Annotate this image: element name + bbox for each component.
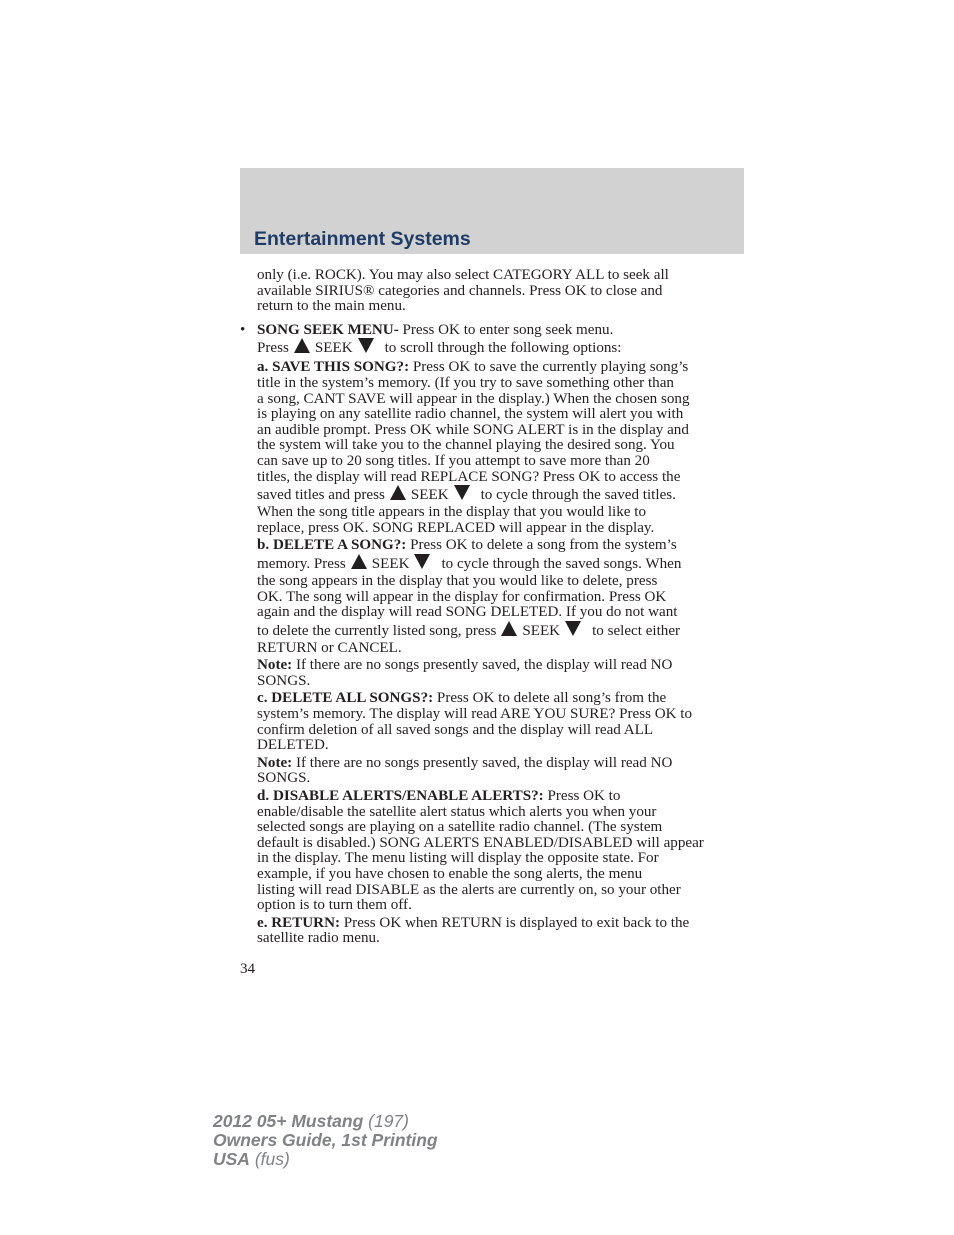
alerts-heading: d. DISABLE ALERTS/ENABLE ALERTS?: — [257, 788, 544, 805]
alerts-line: in the display. The menu listing will display the opposite state. For — [257, 850, 659, 867]
note-line: SONGS. — [257, 672, 311, 689]
down-triangle-icon — [454, 485, 470, 500]
alerts-text: Press OK to — [543, 788, 621, 805]
return-heading-line — [257, 916, 745, 932]
scroll-text: to scroll through the following options: — [384, 340, 622, 357]
note-text: If there are no songs presently saved, the display will read NO — [292, 657, 673, 674]
down-triangle-icon — [414, 554, 430, 569]
delete-all-text: Press OK to delete all song’s from the — [433, 690, 667, 707]
delete-seek-line-2 — [257, 621, 745, 641]
note-line — [257, 658, 745, 674]
section-header-band — [240, 168, 744, 254]
alerts-line: selected songs are playing on a satellite radio channel. (The system — [257, 819, 663, 836]
save-song-line: titles, the display will read REPLACE SONG? Press OK to access the — [257, 468, 681, 485]
seek-label: SEEK — [314, 340, 353, 357]
page-number: 34 — [240, 961, 256, 977]
press-text: Press — [257, 340, 289, 357]
save-song-text: Press OK to save the currently playing song’s — [409, 359, 689, 376]
save-song-line: a song, CANT SAVE will appear in the display.) When the chosen song — [257, 390, 690, 407]
footer-line-3 — [213, 1150, 438, 1169]
save-song-line: When the song title appears in the display that you would like to — [257, 504, 647, 521]
up-triangle-icon — [390, 485, 406, 500]
footer-model-code: (197) — [363, 1111, 409, 1131]
delete-song-line: again and the display will read SONG DELETED. If you do not want — [257, 604, 678, 621]
delete-song-line: the song appears in the display that you would like to delete, press — [257, 572, 658, 589]
bullet-title: SONG SEEK MENU- — [257, 321, 399, 338]
footer-line-1 — [213, 1112, 438, 1131]
delete-cycle-text: to cycle through the saved songs. When — [441, 555, 682, 572]
save-seek-line — [257, 485, 745, 505]
delete-press-text: memory. Press — [257, 555, 346, 572]
save-song-line: can save up to 20 song titles. If you attempt to save more than 20 — [257, 452, 650, 469]
note-line — [257, 756, 745, 772]
save-song-line: replace, press OK. SONG REPLACED will appear in the display. — [257, 519, 655, 536]
delete-all-line: confirm deletion of all saved songs and the display will read ALL — [257, 721, 654, 738]
bullet-item-song-seek-menu — [240, 321, 745, 339]
alerts-heading-line — [257, 789, 745, 805]
delete-song-line: RETURN or CANCEL. — [257, 639, 402, 656]
return-text: Press OK when RETURN is displayed to exit back to the — [340, 914, 690, 931]
save-song-line: an audible prompt. Press OK while SONG ALERT is in the display and — [257, 421, 689, 438]
intro-line: available SIRIUS® categories and channels. Press OK to close and — [257, 282, 663, 299]
seek-instruction-line — [257, 338, 745, 358]
seek-label: SEEK — [410, 487, 449, 504]
alerts-line: example, if you have chosen to enable the song alerts, the menu — [257, 866, 643, 882]
footer-region: USA — [213, 1149, 250, 1169]
delete-seek-line — [257, 554, 745, 574]
intro-line: only (i.e. ROCK). You may also select CATEGORY ALL to seek all — [257, 267, 669, 283]
seek-label: SEEK — [371, 555, 410, 572]
delete-song-line: OK. The song will appear in the display for confirmation. Press OK — [257, 588, 667, 605]
alerts-line: listing will read DISABLE as the alerts are currently on, so your other — [257, 881, 681, 898]
save-cycle-text: to cycle through the saved titles. — [480, 487, 676, 504]
delete-all-heading-line — [257, 691, 745, 707]
save-press-text: saved titles and press — [257, 487, 385, 504]
return-line: satellite radio menu. — [257, 930, 380, 947]
footer-line-2 — [213, 1131, 438, 1150]
note-label: Note: — [257, 657, 293, 674]
save-song-heading-line — [257, 360, 745, 376]
note-label: Note: — [257, 754, 293, 771]
delete-select-text: to select either — [592, 622, 681, 639]
up-triangle-icon — [351, 554, 367, 569]
return-heading: e. RETURN: — [257, 914, 341, 931]
delete-song-heading: b. DELETE A SONG?: — [257, 537, 407, 554]
footer-guide: Owners Guide, 1st Printing — [213, 1130, 438, 1150]
up-triangle-icon — [294, 338, 310, 353]
save-song-heading: a. SAVE THIS SONG?: — [257, 359, 410, 376]
seek-label: SEEK — [522, 622, 561, 639]
delete-song-text: Press OK to delete a song from the system’s — [406, 537, 677, 554]
alerts-line: enable/disable the satellite alert status which alerts you when your — [257, 803, 657, 820]
down-triangle-icon — [358, 338, 374, 353]
bullet-mark: • — [240, 321, 246, 338]
down-triangle-icon — [565, 621, 581, 636]
delete-all-heading: c. DELETE ALL SONGS?: — [257, 690, 434, 707]
up-triangle-icon — [501, 621, 517, 636]
note-line: SONGS. — [257, 770, 311, 787]
save-song-line: title in the system’s memory. (If you try to save something other than — [257, 374, 674, 391]
bullet-text: Press OK to enter song seek menu. — [398, 321, 614, 338]
alerts-line: option is to turn them off. — [257, 897, 412, 914]
delete-press-text-2: to delete the currently listed song, press — [257, 622, 497, 639]
footer-model: 2012 05+ Mustang — [213, 1111, 364, 1131]
delete-all-line: system’s memory. The display will read ARE YOU SURE? Press OK to — [257, 706, 693, 723]
delete-song-heading-line — [257, 538, 745, 554]
intro-line: return to the main menu. — [257, 298, 406, 315]
section-title: Entertainment Systems — [254, 228, 471, 250]
delete-all-line: DELETED. — [257, 737, 329, 754]
note-text: If there are no songs presently saved, the display will read NO — [292, 754, 673, 771]
footer — [213, 1112, 438, 1169]
save-song-line: is playing on any satellite radio channel, the system will alert you with — [257, 406, 684, 423]
page-body — [240, 267, 745, 947]
alerts-line: default is disabled.) SONG ALERTS ENABLED/DISABLED will appear — [257, 834, 704, 851]
save-song-line: the system will take you to the channel playing the desired song. You — [257, 437, 675, 454]
footer-region-code: (fus) — [249, 1149, 290, 1169]
